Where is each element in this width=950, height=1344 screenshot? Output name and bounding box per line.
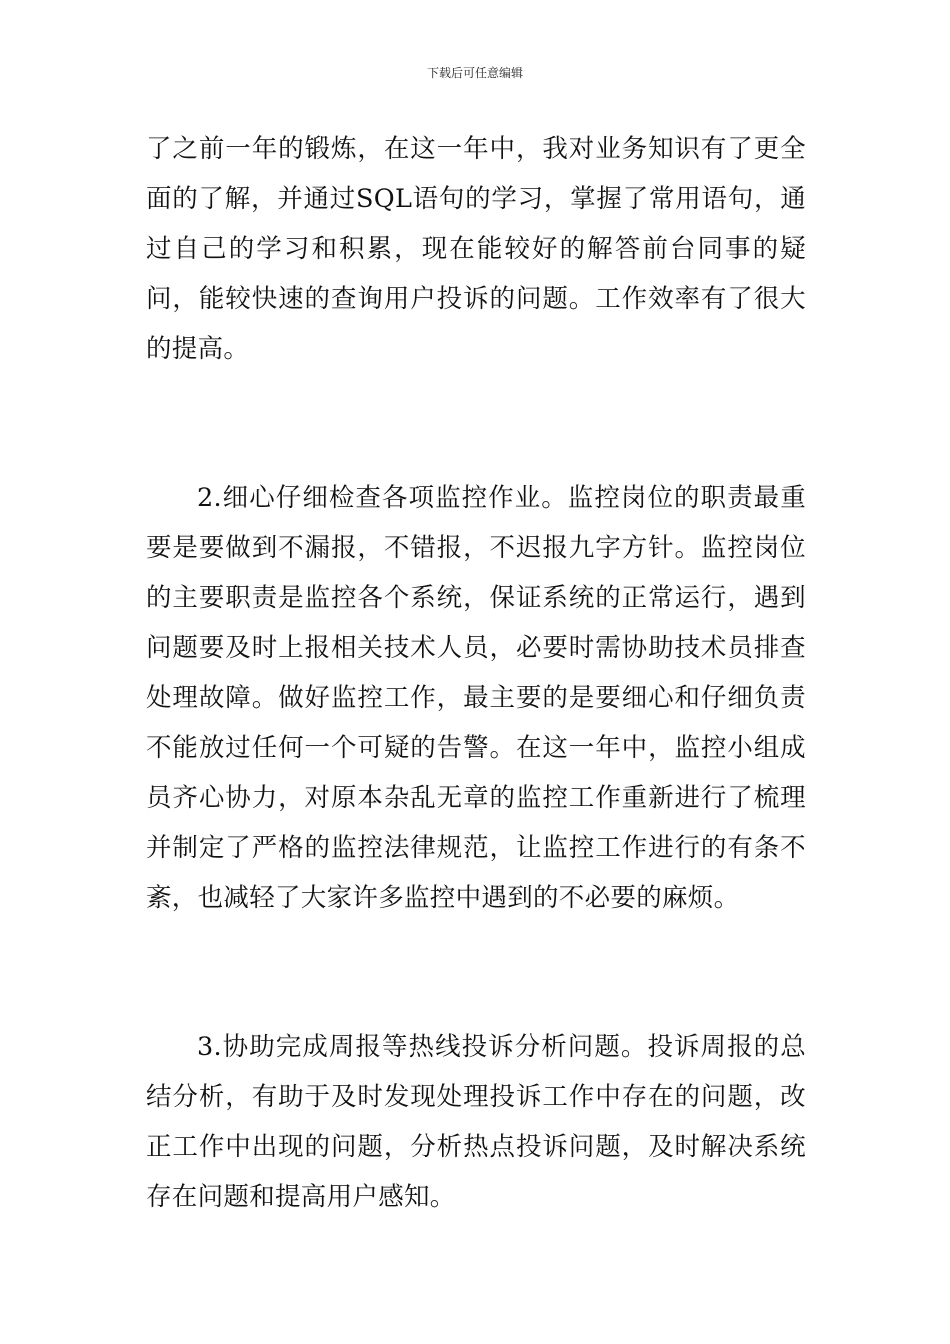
paragraph-item-2: 2.细心仔细检查各项监控作业。监控岗位的职责最重要是要做到不漏报，不错报，不迟报九字方针。监控岗位的主要职责是监控各个系统，保证系统的正常运行，遇到问题要及时上报相关技术人员，必要时需协助技术员排查处理故障。做好监控工作，最主要的是要细心和仔细负责不能放过任何一个可疑的告警。在这一年中，监控小组成员齐心协力，对原本杂乱无章的监控工作重新进行了梳理并制定了严格的监控法律规范，让监控工作进行的有条不紊，也减轻了大家许多监控中遇到的不必要的麻烦。 bbox=[146, 483, 806, 913]
paragraph-continuation: 了之前一年的锻炼，在这一年中，我对业务知识有了更全面的了解，并通过SQL语句的学习，掌握了常用语句，通过自己的学习和积累，现在能较好的解答前台同事的疑问，能较快速的查询用户投诉的问题。工作效率有了很大的提高。 bbox=[146, 134, 806, 364]
page-header: 下载后可任意编辑 bbox=[426, 66, 523, 80]
paragraph-item-3: 3.协助完成周报等热线投诉分析问题。投诉周报的总结分析，有助于及时发现处理投诉工作中存在的问题，改正工作中出现的问题，分析热点投诉问题，及时解决系统存在问题和提高用户感知。 bbox=[146, 1032, 806, 1212]
